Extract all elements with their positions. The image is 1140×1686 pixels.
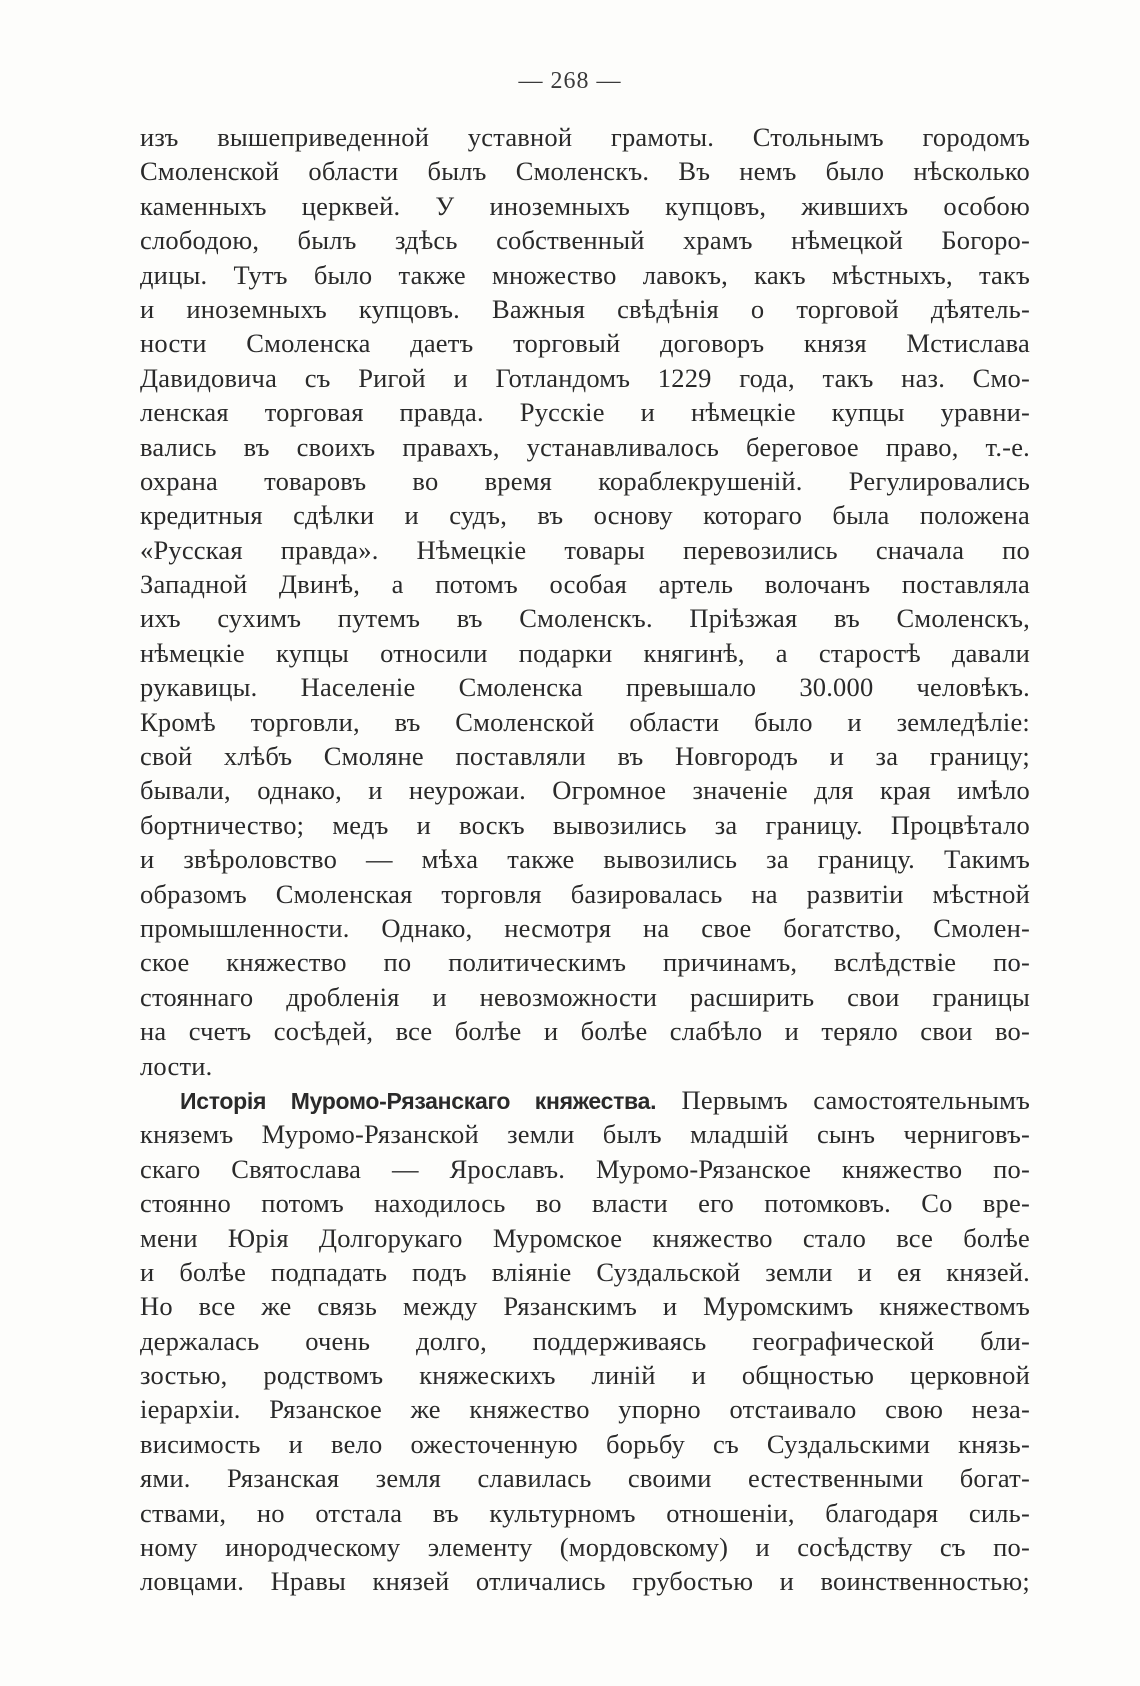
text-line: изъ вышеприведенной уставной грамоты. Стольнымъ городомъ (140, 122, 1030, 152)
text-line: Давидовича съ Ригой и Готландомъ 1229 года, такъ наз. Смо- (140, 362, 1030, 393)
text-line: Кромѣ торговли, въ Смоленской области было и земледѣліе: (140, 706, 1030, 737)
text-line: дицы. Тутъ было также множество лавокъ, какъ мѣстныхъ, такъ (140, 259, 1030, 290)
text-line: Смоленской области былъ Смоленскъ. Въ немъ было нѣсколько (140, 156, 1030, 187)
text-line: ихъ сухимъ путемъ въ Смоленскъ. Пріѣзжая въ Смоленскъ, (140, 603, 1030, 634)
text-line: висимость и вело ожесточенную борьбу съ Суздальскими князь- (140, 1428, 1030, 1459)
text-line: зостью, родствомъ княжескихъ линій и общностью церковной (140, 1360, 1030, 1391)
text-line: каменныхъ церквей. У иноземныхъ купцовъ, жившихъ особою (140, 190, 1030, 221)
text-line: промышленности. Однако, несмотря на свое богатство, Смолен- (140, 912, 1030, 943)
text-line: свой хлѣбъ Смоляне поставляли въ Новгородъ и за границу; (140, 741, 1030, 772)
text-line: кредитныя сдѣлки и судъ, въ основу котораго была положена (140, 500, 1030, 531)
paragraph-muromo-ryazan-history (140, 1083, 1030, 1599)
text-line: лости. (140, 1050, 213, 1081)
text-line: княземъ Муромо-Рязанской земли былъ младшій сынъ черниговъ- (140, 1119, 1030, 1150)
text-line: вались въ своихъ правахъ, устанавливалось береговое право, т.-е. (140, 431, 1030, 462)
section-heading: Исторія Муромо-Рязанскаго княжества. (180, 1087, 657, 1114)
page-number: — 268 — (518, 68, 622, 94)
text-line: мени Юрія Долгорукаго Муромское княжество стало все болѣе (140, 1222, 1030, 1253)
text-line: іерархіи. Рязанское же княжество упорно отстаивало свою неза- (140, 1394, 1030, 1425)
text-line: ности Смоленска даетъ торговый договоръ князя Мстислава (140, 328, 1030, 359)
heading-line-text: Первымъ самостоятельнымъ (681, 1084, 1030, 1115)
text-line: нѣмецкіе купцы относили подарки княгинѣ, а старостѣ давали (140, 637, 1030, 668)
text-line: и болѣе подпадать подъ вліяніе Суздальской земли и ея князей. (140, 1256, 1030, 1287)
text-line: ловцами. Нравы князей отличались грубостью и воинственностью; (140, 1566, 1030, 1597)
text-line: стояннаго дробленія и невозможности расширить свои границы (140, 981, 1030, 1012)
body-text (140, 120, 1030, 1599)
text-line: ями. Рязанская земля славилась своими естественными богат- (140, 1463, 1030, 1494)
paragraph-first-line (140, 1083, 1030, 1117)
text-line: стоянно потомъ находилось во власти его потомковъ. Со вре- (140, 1188, 1030, 1219)
paragraph-smolensk-trade (140, 120, 1030, 1083)
text-line: охрана товаровъ во время кораблекрушеній. Регулировались (140, 465, 1030, 496)
text-line: бортничество; медъ и воскъ вывозились за границу. Процвѣтало (140, 809, 1030, 840)
text-line: Западной Двинѣ, а потомъ особая артель волочанъ поставляла (140, 569, 1030, 600)
text-line: и звѣроловство — мѣха также вывозились за границу. Такимъ (140, 844, 1030, 875)
text-line: образомъ Смоленская торговля базировалась на развитіи мѣстной (140, 878, 1030, 909)
text-line: ствами, но отстала въ культурномъ отношеніи, благодаря силь- (140, 1497, 1030, 1528)
text-line: слободою, былъ здѣсь собственный храмъ нѣмецкой Богоро- (140, 225, 1030, 256)
text-line: Но все же связь между Рязанскимъ и Муромскимъ княжествомъ (140, 1291, 1030, 1322)
text-line: ленская торговая правда. Русскіе и нѣмецкіе купцы уравни- (140, 397, 1030, 428)
text-line: держалась очень долго, поддерживаясь географической бли- (140, 1325, 1030, 1356)
text-line: ному инородческому элементу (мордовскому) и сосѣдству съ по- (140, 1532, 1030, 1563)
text-line: «Русская правда». Нѣмецкіе товары перевозились сначала по (140, 534, 1030, 565)
text-line: бывали, однако, и неурожаи. Огромное значеніе для края имѣло (140, 775, 1030, 806)
text-line: и иноземныхъ купцовъ. Важныя свѣдѣнія о торговой дѣятель- (140, 293, 1030, 324)
text-line: ское княжество по политическимъ причинамъ, вслѣдствіе по- (140, 947, 1030, 978)
text-line: рукавицы. Населеніе Смоленска превышало 30.000 человѣкъ. (140, 672, 1030, 703)
text-line: скаго Святослава — Ярославъ. Муромо-Рязанское княжество по- (140, 1153, 1030, 1184)
text-line: на счетъ сосѣдей, все болѣе и болѣе слабѣло и теряло свои во- (140, 1016, 1030, 1047)
